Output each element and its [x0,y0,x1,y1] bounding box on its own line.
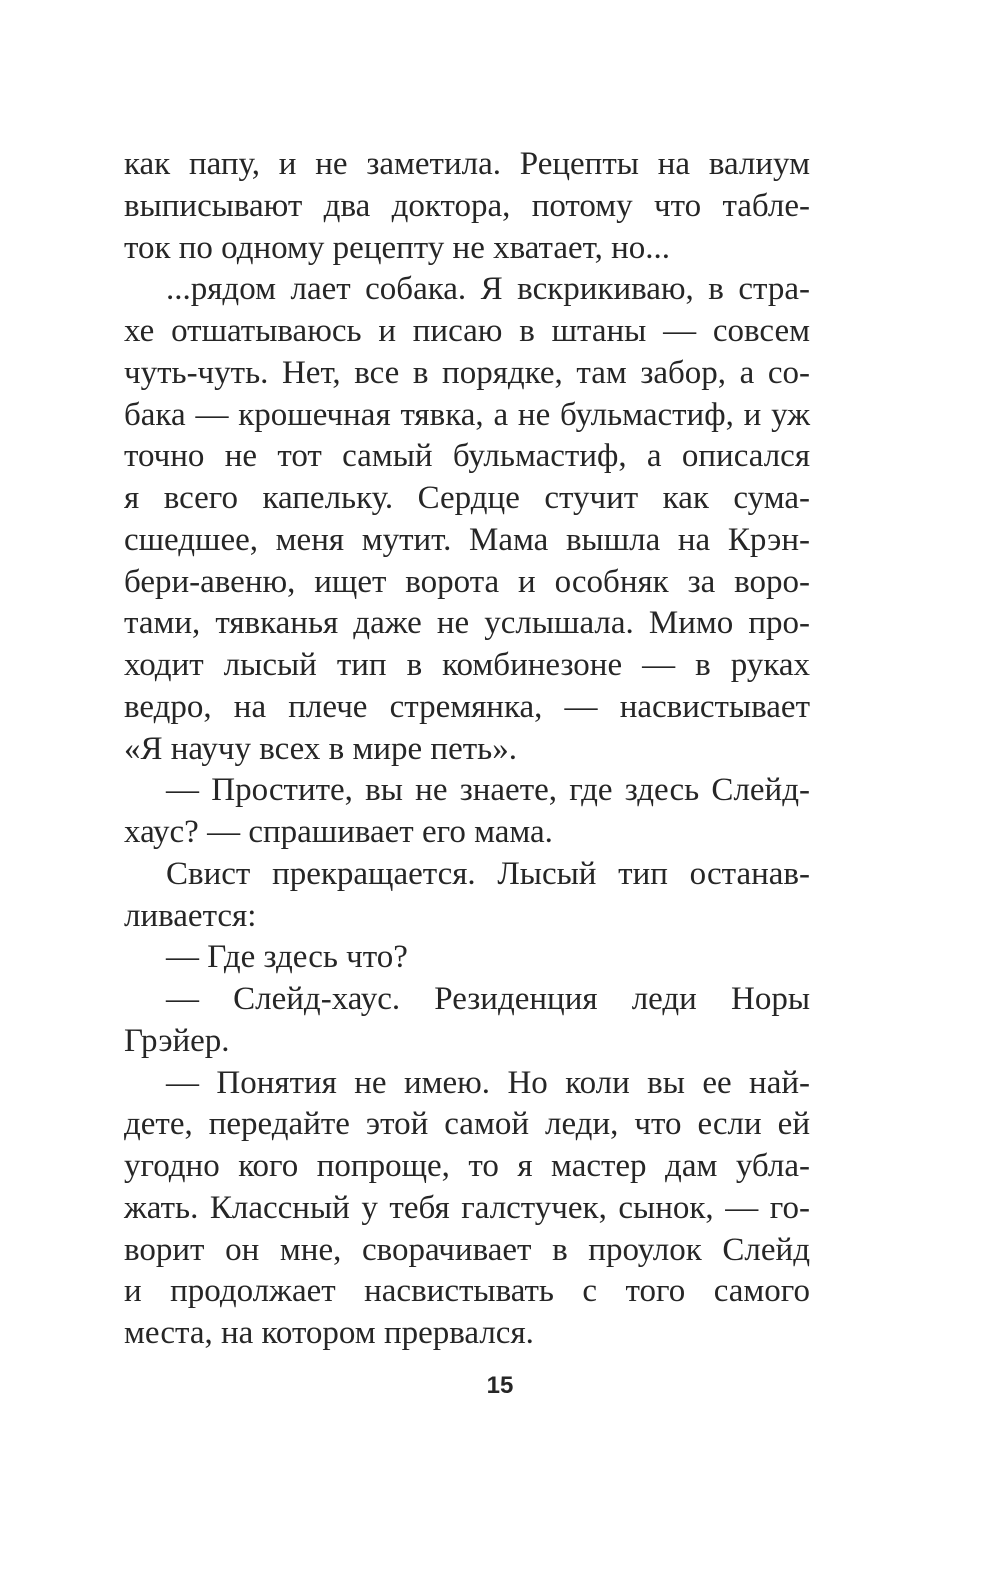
text-line: точно не тот самый бульмастиф, а описался [124,438,810,475]
text-line: — Слейд-хаус. Резиденция леди Норы [166,981,810,1017]
text-line: угодно кого попроще, то я мастер дам ублa- [124,1148,810,1184]
body-text [124,144,810,1355]
text-line: жать. Классный у тебя галстучек, сынок, — го- [124,1189,810,1226]
text-line: сшедшее, меня мутит. Мама вышла на Крэн- [124,521,810,558]
text-line: хаус? — спрашивает его мама. [124,814,553,850]
text-line: бака — крошечная тявка, а не бульмастиф, и уж [124,396,810,433]
text-line: «Я научу всех в мире петь». [124,730,517,767]
text-line: Грэйер. [124,1022,230,1059]
text-line: бери-авеню, ищет ворота и особняк за воро- [124,563,810,600]
text-line: Свист прекращается. Лысый тип останав- [166,855,810,892]
text-line: места, на котором прервался. [124,1315,534,1351]
text-line: ливается: [124,897,257,934]
text-line: тами, тявканья даже не услышала. Мимо про- [124,605,810,642]
text-line: дете, передайте этой самой леди, что если ей [124,1106,810,1143]
text-line: ...рядом лает собака. Я вскрикиваю, в стра- [166,271,810,308]
text-line: — Где здесь что? [166,939,408,976]
text-line: чуть-чуть. Нет, все в порядке, там забор, а со- [124,354,810,391]
text-line: я всего капельку. Сердце стучит как сума- [124,480,810,516]
text-line: хе отшатываюсь и писаю в штаны — совсем [124,313,810,349]
page-number: 15 [486,1372,514,1399]
text-line: и продолжает насвистывать с того самого [124,1273,810,1310]
text-line: выписывают два доктора, потому что табле- [124,187,810,224]
text-line: — Простите, вы не знаете, где здесь Слейд- [166,772,810,809]
text-line: ведро, на плече стремянка, — насвистывает [124,688,810,725]
text-line: как папу, и не заметила. Рецепты на валиум [124,146,810,182]
text-line: ток по одному рецепту не хватает, но... [124,229,670,266]
text-line: — Понятия не имею. Но коли вы ее най- [166,1064,810,1101]
text-line: ходит лысый тип в комбинезоне — в руках [124,647,810,683]
text-line: ворит он мне, сворачивает в проулок Слейд [124,1231,810,1268]
